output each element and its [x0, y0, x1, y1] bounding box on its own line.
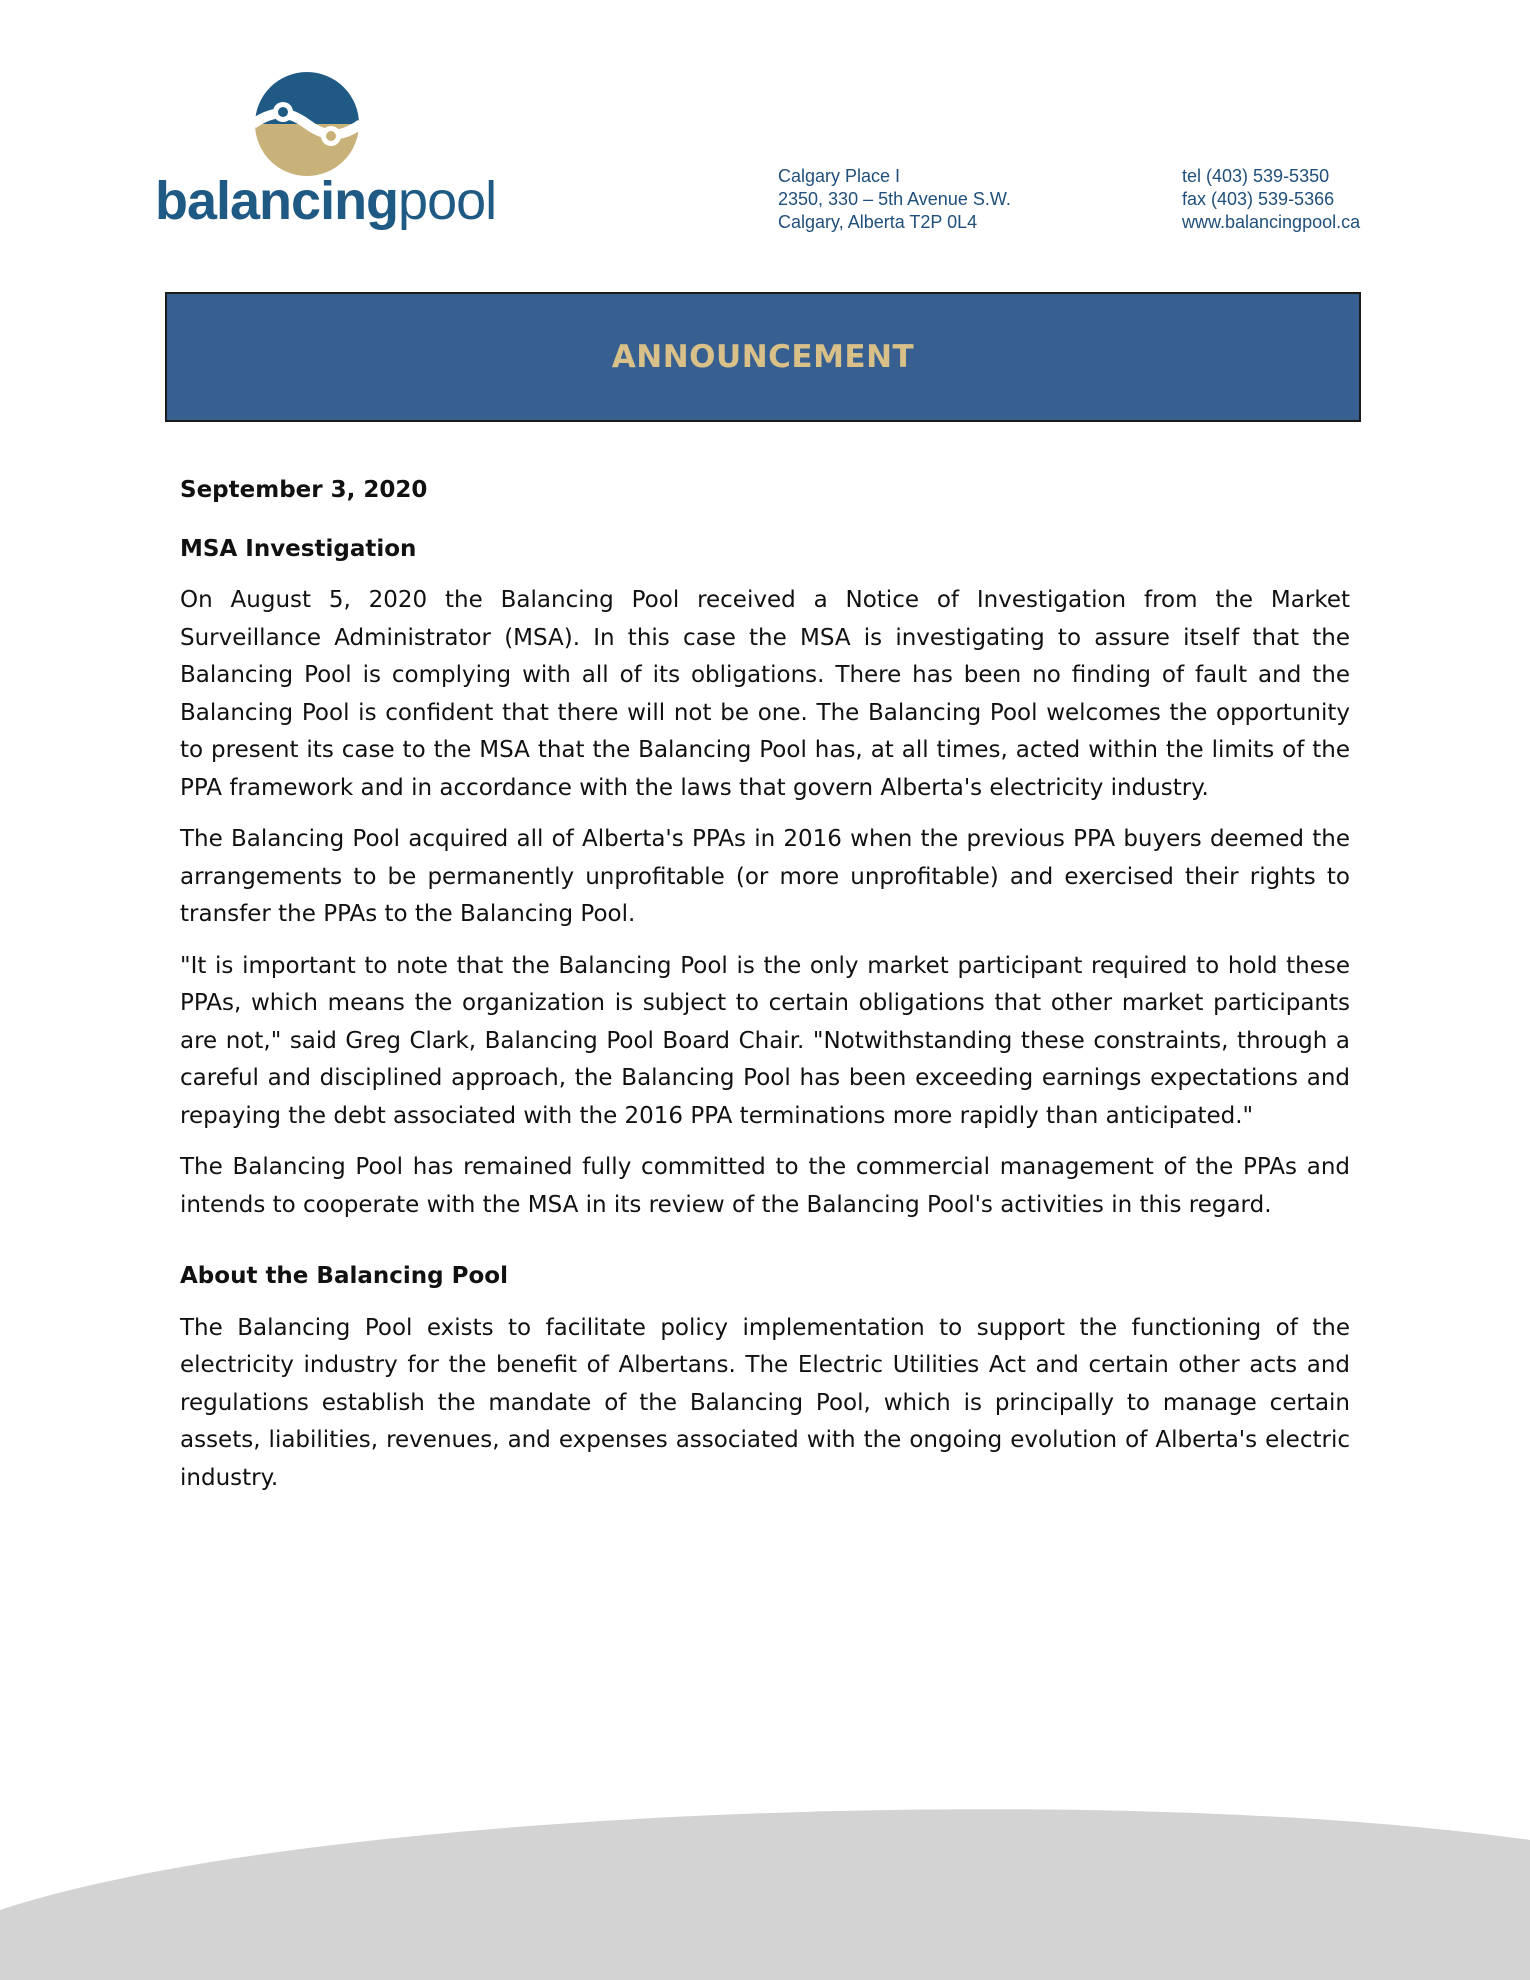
- footer-swoosh-decoration: [0, 1790, 1530, 1980]
- address-line-3: Calgary, Alberta T2P 0L4: [778, 212, 978, 232]
- banner-title: ANNOUNCEMENT: [611, 339, 915, 375]
- contact-web[interactable]: www.balancingpool.ca: [1182, 212, 1361, 232]
- logo-wordmark: [155, 170, 496, 232]
- logo-text-light: pool: [398, 171, 497, 231]
- logo-mark-icon: [253, 70, 361, 178]
- paragraph: The Balancing Pool exists to facilitate policy implementation to support the functioning of the electricity industry for the benefit of Albertans. The Electric Utilities Act and certain other acts and regulations establish the mandate of the Balancing Pool, which is principally to manage certain assets, liabilities, revenues, and expenses associated with the ongoing evolution of Alberta's electric industry.: [180, 1314, 1350, 1491]
- balancing-pool-logo: [155, 70, 497, 240]
- address-line-2: 2350, 330 – 5th Avenue S.W.: [778, 189, 1011, 209]
- paragraph: The Balancing Pool acquired all of Alberta's PPAs in 2016 when the previous PPA buyers deemed the arrangements to be permanently unprofitable (or more unprofitable) and exercised their rights to transfer the PPAs to the Balancing Pool.: [180, 826, 1350, 927]
- announcement-date: September 3, 2020: [180, 477, 428, 503]
- address-line-1: Calgary Place I: [778, 166, 901, 186]
- section-heading-msa-investigation: MSA Investigation: [180, 535, 417, 562]
- section-heading-about: About the Balancing Pool: [180, 1263, 508, 1289]
- logo-text-bold: balancing: [155, 171, 399, 231]
- address-block: [778, 165, 1011, 234]
- paragraph: "It is important to note that the Balancing Pool is the only market participant required to hold these PPAs, which means the organization is subject to certain obligations that other market participants are not," said Greg Clark, Balancing Pool Board Chair. "Notwithstanding these constraints, through a careful and disciplined approach, the Balancing Pool has been exceeding earnings expectations and repaying the debt associated with the 2016 PPA terminations more rapidly than anticipated.": [180, 952, 1350, 1129]
- contact-tel: tel (403) 539-5350: [1182, 166, 1330, 186]
- contact-fax: fax (403) 539-5366: [1182, 189, 1335, 209]
- paragraph: On August 5, 2020 the Balancing Pool received a Notice of Investigation from the Market Surveillance Administrator (MSA). In this case the MSA is investigating to assure itself that the Balancing Pool is complying with all of its obligations. There has been no finding of fault and the Balancing Pool is confident that there will not be one. The Balancing Pool welcomes the opportunity to present its case to the MSA that the Balancing Pool has, at all times, acted within the limits of the PPA framework and in accordance with the laws that govern Alberta's electricity industry.: [180, 587, 1350, 801]
- announcement-banner: [165, 292, 1361, 422]
- contact-block: [1182, 165, 1360, 234]
- announcement-body: [180, 472, 1350, 1511]
- paragraph: The Balancing Pool has remained fully committed to the commercial management of the PPAs and intends to cooperate with the MSA in its review of the Balancing Pool's activities in this regard.: [180, 1154, 1350, 1218]
